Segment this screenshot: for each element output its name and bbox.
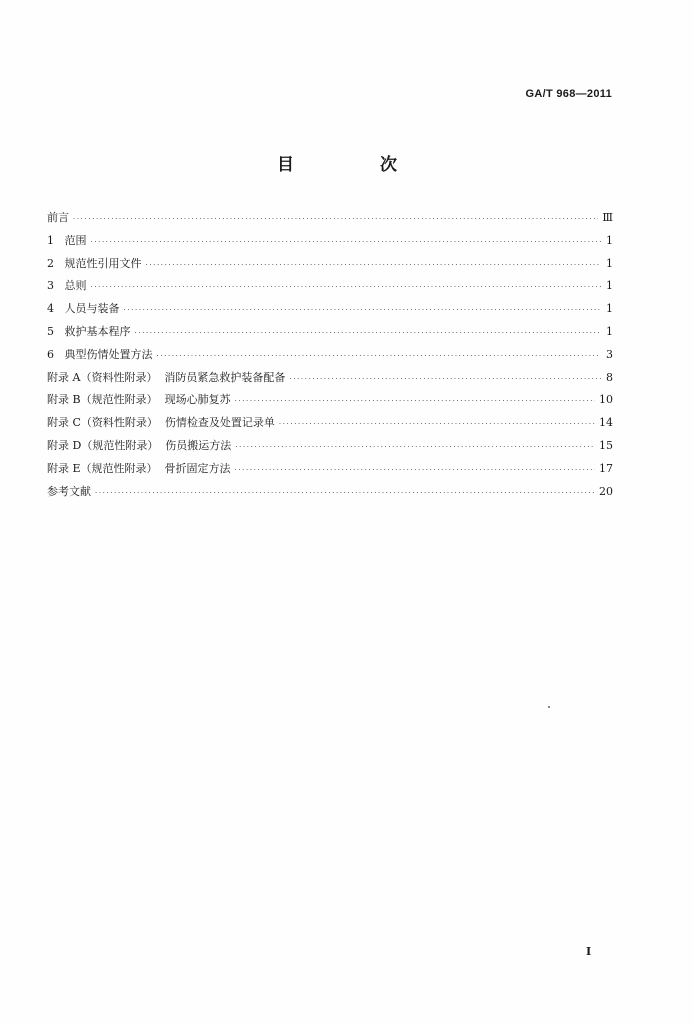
- toc-entry-page: 20: [599, 484, 613, 498]
- toc-entry-appendix-a[interactable]: [47, 367, 613, 390]
- toc-entry-appendix-c[interactable]: [47, 412, 613, 435]
- toc-entry-label: 附录 A（资料性附录） 消防员紧急救护装备配备: [47, 370, 286, 384]
- toc-entry-label: 2 规范性引用文件: [47, 256, 142, 270]
- toc-entry-bibliography[interactable]: [47, 481, 613, 504]
- toc-entry-label: 4 人员与装备: [47, 302, 120, 316]
- toc-entry-foreword[interactable]: [47, 207, 613, 230]
- toc-entry-label: 参考文献: [47, 484, 91, 498]
- toc-entry-page: 14: [599, 416, 613, 430]
- toc-entry-label: 附录 C（资料性附录） 伤情检查及处置记录单: [47, 416, 275, 430]
- dot-leader: [73, 208, 598, 231]
- dot-leader: [235, 390, 595, 413]
- toc-entry-appendix-e[interactable]: [47, 458, 613, 481]
- toc-entry-label: 附录 B（规范性附录） 现场心肺复苏: [47, 393, 231, 407]
- toc-entry-page: 1: [606, 256, 613, 270]
- dot-leader: [289, 368, 601, 391]
- dot-leader: [157, 345, 602, 368]
- scan-speck: [548, 706, 550, 708]
- toc-entry-page: 8: [606, 370, 613, 384]
- toc-entry-label: 6 典型伤情处置方法: [47, 347, 153, 361]
- toc-entry-general[interactable]: [47, 275, 613, 298]
- toc-entry-label: 3 总则: [47, 279, 87, 293]
- toc-entry-label: 附录 E（规范性附录） 骨折固定方法: [47, 461, 231, 475]
- toc-entry-label: 前言: [47, 211, 69, 224]
- toc-entry-page: 15: [599, 438, 613, 452]
- dot-leader: [91, 276, 602, 299]
- dot-leader: [95, 482, 595, 505]
- page-title: 目 次: [277, 155, 437, 175]
- dot-leader: [135, 322, 602, 345]
- toc-entry-page: 1: [606, 324, 613, 338]
- toc-entry-page: 17: [599, 461, 613, 475]
- toc-entry-page: 1: [606, 233, 613, 247]
- toc-entry-appendix-d[interactable]: [47, 435, 613, 458]
- toc-entry-rescue-procedure[interactable]: [47, 321, 613, 344]
- toc-entry-appendix-b[interactable]: [47, 389, 613, 412]
- toc-entry-page: 3: [606, 347, 613, 361]
- toc-entry-scope[interactable]: [47, 230, 613, 253]
- toc-entry-label: 附录 D（规范性附录） 伤员搬运方法: [47, 438, 232, 452]
- dot-leader: [91, 231, 602, 254]
- dot-leader: [124, 299, 602, 322]
- toc-entry-page: 1: [606, 279, 613, 293]
- toc-entry-personnel-equipment[interactable]: [47, 298, 613, 321]
- toc-entry-page: Ⅲ: [602, 211, 613, 224]
- standard-code: GA/T 968—2011: [525, 88, 612, 100]
- table-of-contents: [47, 207, 613, 503]
- toc-entry-page: 1: [606, 302, 613, 316]
- dot-leader: [235, 459, 595, 482]
- dot-leader: [235, 436, 595, 459]
- toc-entry-label: 1 范围: [47, 233, 87, 247]
- toc-entry-normative-references[interactable]: [47, 253, 613, 276]
- toc-entry-injury-treatment[interactable]: [47, 344, 613, 367]
- dot-leader: [279, 413, 595, 436]
- toc-entry-label: 5 救护基本程序: [47, 324, 131, 338]
- toc-entry-page: 10: [599, 393, 613, 407]
- dot-leader: [146, 254, 602, 277]
- page-number: I: [586, 945, 592, 958]
